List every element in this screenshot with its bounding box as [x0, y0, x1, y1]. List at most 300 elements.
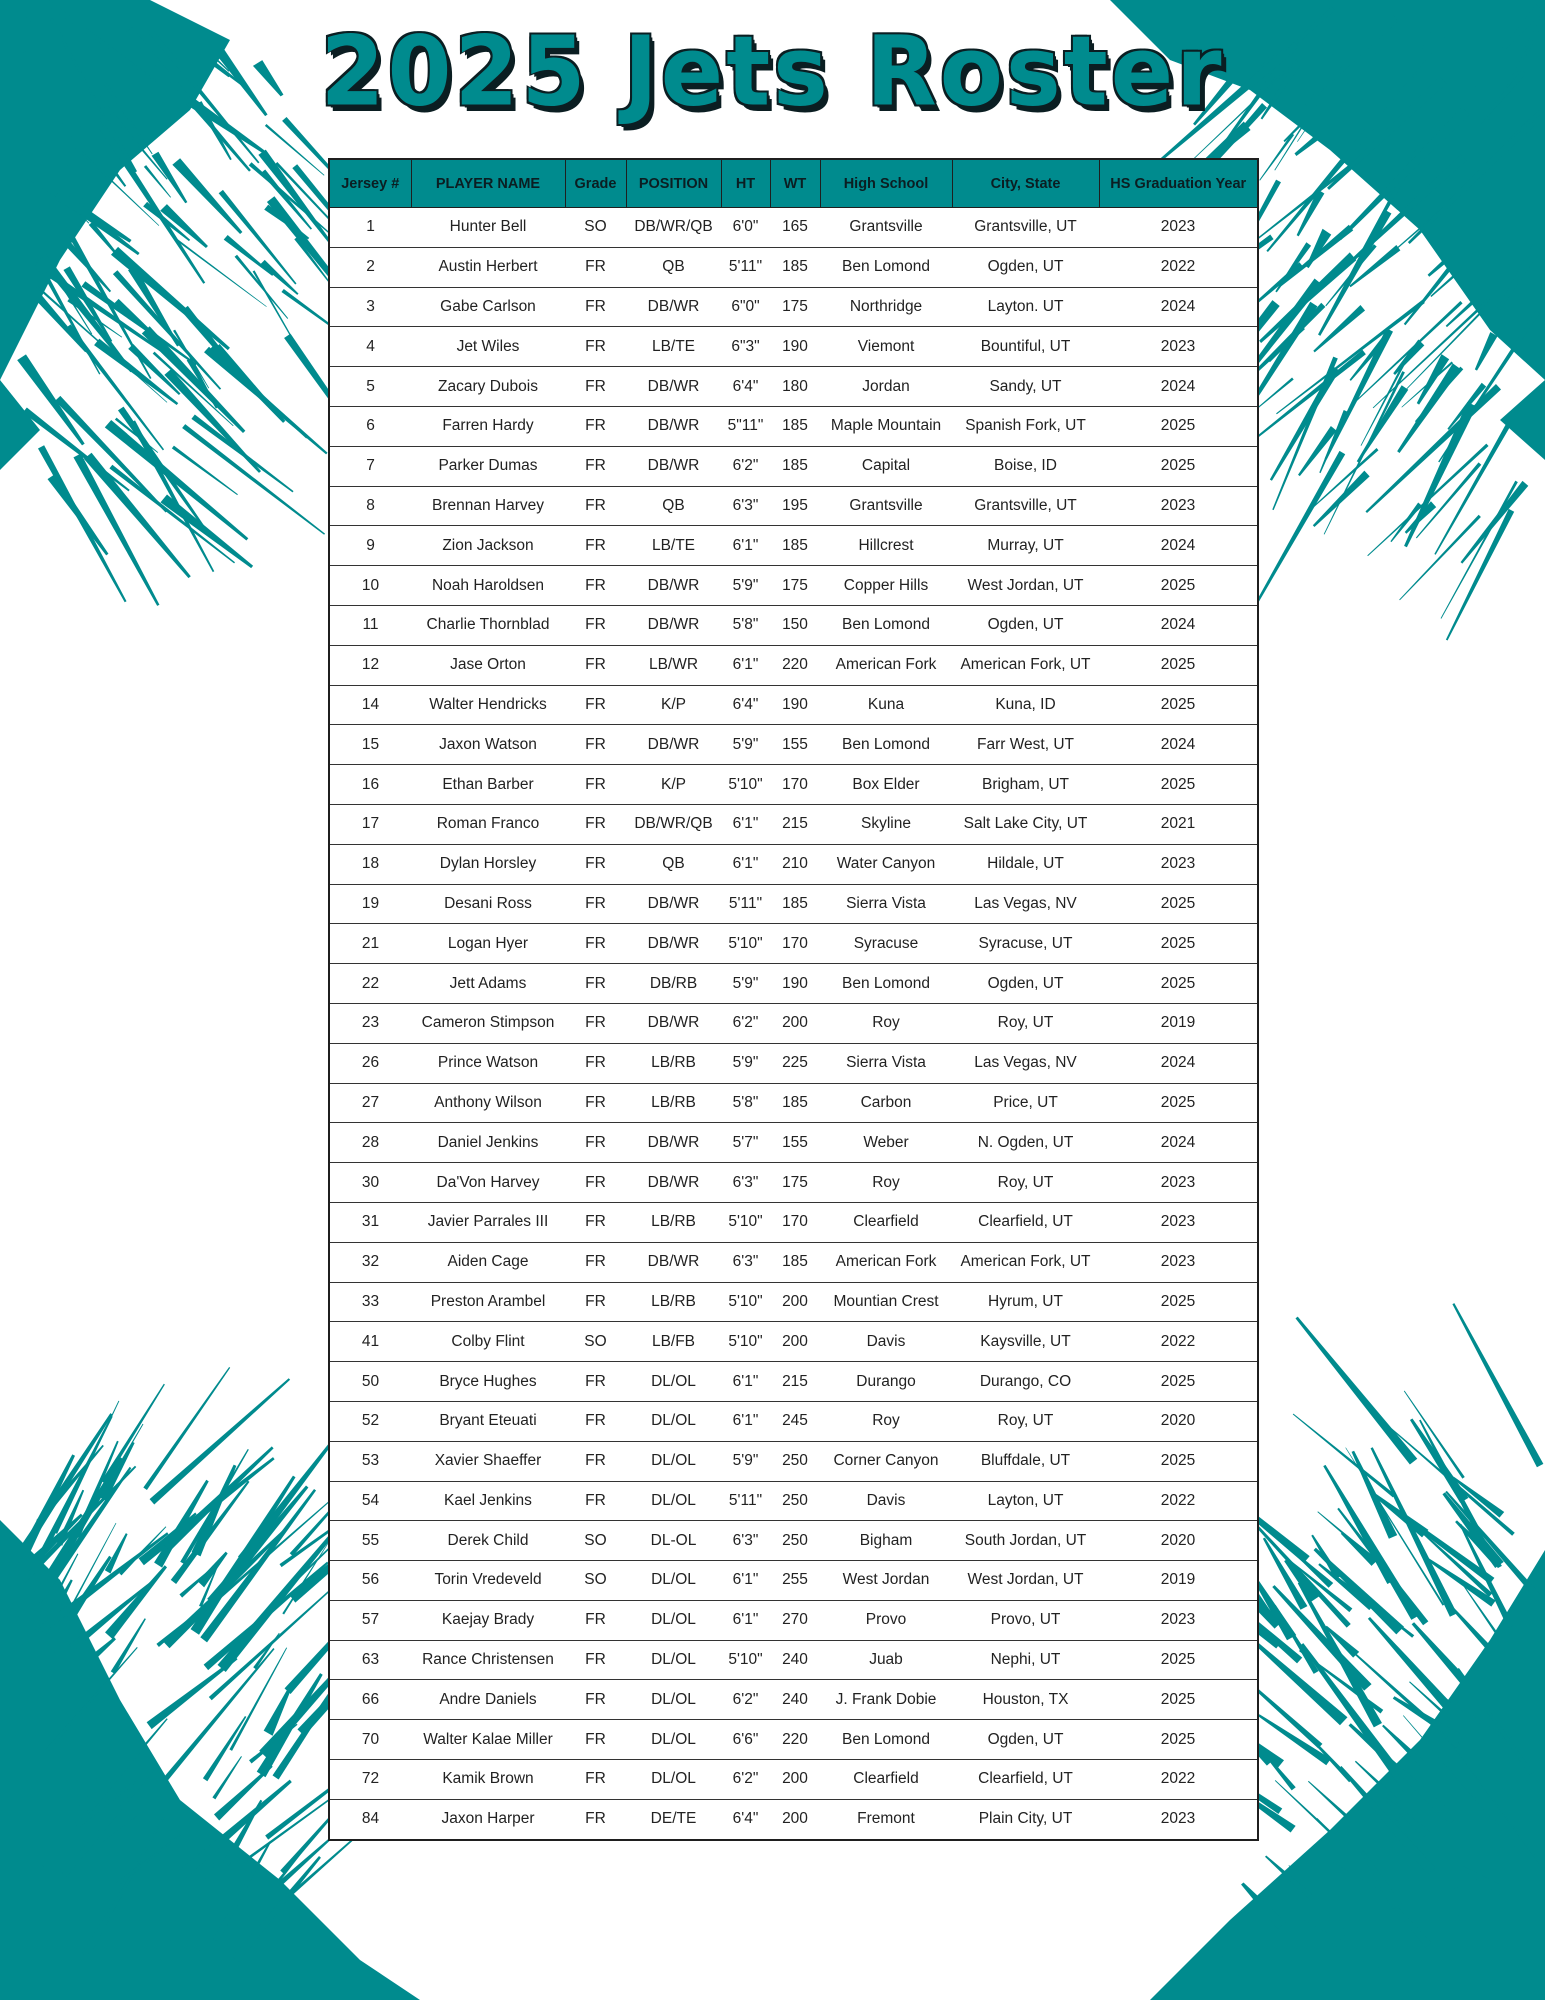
player-name-cell: Logan Hyer — [411, 924, 565, 964]
position-cell: DB/WR — [626, 1003, 721, 1043]
weight-cell: 180 — [770, 367, 820, 407]
city-state-cell: Ogden, UT — [952, 605, 1099, 645]
high-school-cell: Sierra Vista — [820, 884, 952, 924]
player-name-cell: Zion Jackson — [411, 526, 565, 566]
position-cell: LB/WR — [626, 645, 721, 685]
position-cell: DE/TE — [626, 1799, 721, 1839]
graduation-year-cell: 2023 — [1099, 1242, 1258, 1282]
position-cell: DB/RB — [626, 964, 721, 1004]
grade-cell: FR — [565, 924, 626, 964]
jersey-cell: 19 — [329, 884, 411, 924]
jersey-cell: 32 — [329, 1242, 411, 1282]
table-row — [329, 566, 1258, 606]
grade-cell: SO — [565, 1561, 626, 1601]
table-row — [329, 446, 1258, 486]
grade-cell: FR — [565, 725, 626, 765]
graduation-year-cell: 2023 — [1099, 327, 1258, 367]
city-state-cell: Spanish Fork, UT — [952, 406, 1099, 446]
position-cell: LB/TE — [626, 526, 721, 566]
grade-cell: FR — [565, 1441, 626, 1481]
grade-cell: FR — [565, 964, 626, 1004]
jersey-cell: 3 — [329, 287, 411, 327]
player-name-cell: Ethan Barber — [411, 765, 565, 805]
player-name-cell: Dylan Horsley — [411, 844, 565, 884]
player-name-cell: Gabe Carlson — [411, 287, 565, 327]
grade-cell: FR — [565, 287, 626, 327]
graduation-year-cell: 2025 — [1099, 446, 1258, 486]
high-school-cell: Mountian Crest — [820, 1282, 952, 1322]
table-row — [329, 1083, 1258, 1123]
high-school-cell: Ben Lomond — [820, 725, 952, 765]
weight-cell: 240 — [770, 1640, 820, 1680]
high-school-cell: Syracuse — [820, 924, 952, 964]
jersey-cell: 14 — [329, 685, 411, 725]
grade-cell: FR — [565, 1242, 626, 1282]
position-cell: DL/OL — [626, 1441, 721, 1481]
position-cell: DB/WR/QB — [626, 208, 721, 248]
city-state-cell: Grantsville, UT — [952, 208, 1099, 248]
table-row — [329, 1680, 1258, 1720]
grade-cell: FR — [565, 1163, 626, 1203]
city-state-cell: Ogden, UT — [952, 1720, 1099, 1760]
graduation-year-cell: 2025 — [1099, 1640, 1258, 1680]
weight-cell: 185 — [770, 406, 820, 446]
city-state-cell: South Jordan, UT — [952, 1521, 1099, 1561]
player-name-cell: Roman Franco — [411, 804, 565, 844]
high-school-cell: Sierra Vista — [820, 1043, 952, 1083]
weight-cell: 185 — [770, 247, 820, 287]
high-school-cell: Box Elder — [820, 765, 952, 805]
position-cell: DB/WR — [626, 446, 721, 486]
graduation-year-cell: 2023 — [1099, 1799, 1258, 1839]
graduation-year-cell: 2025 — [1099, 566, 1258, 606]
position-cell: DB/WR — [626, 605, 721, 645]
weight-cell: 245 — [770, 1401, 820, 1441]
city-state-cell: Murray, UT — [952, 526, 1099, 566]
high-school-cell: Provo — [820, 1600, 952, 1640]
grade-cell: FR — [565, 1680, 626, 1720]
height-cell: 6'1" — [721, 1401, 770, 1441]
weight-cell: 250 — [770, 1441, 820, 1481]
player-name-cell: Kamik Brown — [411, 1760, 565, 1800]
table-row — [329, 844, 1258, 884]
jersey-cell: 27 — [329, 1083, 411, 1123]
graduation-year-cell: 2023 — [1099, 208, 1258, 248]
graduation-year-cell: 2025 — [1099, 1282, 1258, 1322]
position-cell: QB — [626, 486, 721, 526]
grade-cell: FR — [565, 605, 626, 645]
high-school-cell: Ben Lomond — [820, 605, 952, 645]
table-row — [329, 924, 1258, 964]
high-school-cell: Capital — [820, 446, 952, 486]
position-cell: K/P — [626, 765, 721, 805]
position-cell: DL/OL — [626, 1760, 721, 1800]
graduation-year-cell: 2022 — [1099, 1760, 1258, 1800]
column-header-weight: WT — [770, 159, 820, 208]
weight-cell: 225 — [770, 1043, 820, 1083]
height-cell: 6'1" — [721, 1561, 770, 1601]
jersey-cell: 26 — [329, 1043, 411, 1083]
player-name-cell: Hunter Bell — [411, 208, 565, 248]
grade-cell: FR — [565, 526, 626, 566]
table-row — [329, 1163, 1258, 1203]
table-row — [329, 406, 1258, 446]
position-cell: DB/WR — [626, 287, 721, 327]
grade-cell: FR — [565, 884, 626, 924]
city-state-cell: Las Vegas, NV — [952, 884, 1099, 924]
jersey-cell: 2 — [329, 247, 411, 287]
position-cell: LB/TE — [626, 327, 721, 367]
city-state-cell: Clearfield, UT — [952, 1202, 1099, 1242]
weight-cell: 170 — [770, 924, 820, 964]
grade-cell: FR — [565, 1481, 626, 1521]
player-name-cell: Rance Christensen — [411, 1640, 565, 1680]
player-name-cell: Parker Dumas — [411, 446, 565, 486]
position-cell: DL/OL — [626, 1720, 721, 1760]
table-row — [329, 526, 1258, 566]
weight-cell: 200 — [770, 1003, 820, 1043]
player-name-cell: Kael Jenkins — [411, 1481, 565, 1521]
graduation-year-cell: 2023 — [1099, 486, 1258, 526]
table-row — [329, 1600, 1258, 1640]
player-name-cell: Xavier Shaeffer — [411, 1441, 565, 1481]
graduation-year-cell: 2021 — [1099, 804, 1258, 844]
weight-cell: 155 — [770, 725, 820, 765]
grade-cell: FR — [565, 645, 626, 685]
jersey-cell: 4 — [329, 327, 411, 367]
weight-cell: 240 — [770, 1680, 820, 1720]
city-state-cell: Nephi, UT — [952, 1640, 1099, 1680]
position-cell: DL/OL — [626, 1362, 721, 1402]
height-cell: 6'3" — [721, 486, 770, 526]
column-header-grade: Grade — [565, 159, 626, 208]
weight-cell: 210 — [770, 844, 820, 884]
weight-cell: 255 — [770, 1561, 820, 1601]
player-name-cell: Daniel Jenkins — [411, 1123, 565, 1163]
grade-cell: FR — [565, 1640, 626, 1680]
high-school-cell: Viemont — [820, 327, 952, 367]
city-state-cell: Clearfield, UT — [952, 1760, 1099, 1800]
height-cell: 6'1" — [721, 844, 770, 884]
city-state-cell: Boise, ID — [952, 446, 1099, 486]
position-cell: DB/WR — [626, 1123, 721, 1163]
height-cell: 6'2" — [721, 1003, 770, 1043]
high-school-cell: Grantsville — [820, 208, 952, 248]
height-cell: 6'1" — [721, 1362, 770, 1402]
header-row — [329, 159, 1258, 208]
height-cell: 6'2" — [721, 1760, 770, 1800]
grade-cell: FR — [565, 685, 626, 725]
table-row — [329, 1561, 1258, 1601]
grade-cell: FR — [565, 327, 626, 367]
high-school-cell: Clearfield — [820, 1202, 952, 1242]
jersey-cell: 84 — [329, 1799, 411, 1839]
high-school-cell: Roy — [820, 1401, 952, 1441]
height-cell: 6'4" — [721, 1799, 770, 1839]
weight-cell: 190 — [770, 964, 820, 1004]
player-name-cell: Aiden Cage — [411, 1242, 565, 1282]
weight-cell: 215 — [770, 804, 820, 844]
city-state-cell: Bluffdale, UT — [952, 1441, 1099, 1481]
player-name-cell: Charlie Thornblad — [411, 605, 565, 645]
graduation-year-cell: 2025 — [1099, 765, 1258, 805]
position-cell: QB — [626, 844, 721, 884]
position-cell: LB/RB — [626, 1083, 721, 1123]
grade-cell: SO — [565, 208, 626, 248]
city-state-cell: Price, UT — [952, 1083, 1099, 1123]
position-cell: LB/RB — [626, 1202, 721, 1242]
height-cell: 6'3" — [721, 1242, 770, 1282]
grade-cell: SO — [565, 1521, 626, 1561]
weight-cell: 200 — [770, 1799, 820, 1839]
city-state-cell: Plain City, UT — [952, 1799, 1099, 1839]
position-cell: QB — [626, 247, 721, 287]
jersey-cell: 12 — [329, 645, 411, 685]
height-cell: 6'2" — [721, 446, 770, 486]
player-name-cell: Kaejay Brady — [411, 1600, 565, 1640]
table-row — [329, 1202, 1258, 1242]
city-state-cell: West Jordan, UT — [952, 566, 1099, 606]
city-state-cell: Farr West, UT — [952, 725, 1099, 765]
table-row — [329, 287, 1258, 327]
player-name-cell: Cameron Stimpson — [411, 1003, 565, 1043]
grade-cell: FR — [565, 247, 626, 287]
grade-cell: FR — [565, 1600, 626, 1640]
table-row — [329, 765, 1258, 805]
graduation-year-cell: 2024 — [1099, 526, 1258, 566]
weight-cell: 185 — [770, 1083, 820, 1123]
high-school-cell: Grantsville — [820, 486, 952, 526]
player-name-cell: Jase Orton — [411, 645, 565, 685]
jersey-cell: 17 — [329, 804, 411, 844]
graduation-year-cell: 2025 — [1099, 406, 1258, 446]
graduation-year-cell: 2025 — [1099, 1441, 1258, 1481]
column-header-player-name: PLAYER NAME — [411, 159, 565, 208]
graduation-year-cell: 2022 — [1099, 1481, 1258, 1521]
height-cell: 5'9" — [721, 1043, 770, 1083]
table-row — [329, 1282, 1258, 1322]
jersey-cell: 52 — [329, 1401, 411, 1441]
player-name-cell: Austin Herbert — [411, 247, 565, 287]
jersey-cell: 72 — [329, 1760, 411, 1800]
high-school-cell: Maple Mountain — [820, 406, 952, 446]
grade-cell: FR — [565, 1003, 626, 1043]
player-name-cell: Brennan Harvey — [411, 486, 565, 526]
graduation-year-cell: 2024 — [1099, 1043, 1258, 1083]
position-cell: DL-OL — [626, 1521, 721, 1561]
city-state-cell: American Fork, UT — [952, 645, 1099, 685]
jersey-cell: 28 — [329, 1123, 411, 1163]
high-school-cell: Durango — [820, 1362, 952, 1402]
table-row — [329, 367, 1258, 407]
height-cell: 5'10" — [721, 765, 770, 805]
jersey-cell: 30 — [329, 1163, 411, 1203]
height-cell: 6"3" — [721, 327, 770, 367]
table-row — [329, 804, 1258, 844]
position-cell: DB/WR — [626, 924, 721, 964]
table-row — [329, 645, 1258, 685]
weight-cell: 250 — [770, 1521, 820, 1561]
player-name-cell: Jett Adams — [411, 964, 565, 1004]
page-title: 2025 Jets Roster — [320, 15, 1225, 128]
height-cell: 5'9" — [721, 964, 770, 1004]
table-row — [329, 486, 1258, 526]
graduation-year-cell: 2019 — [1099, 1003, 1258, 1043]
grade-cell: FR — [565, 1401, 626, 1441]
weight-cell: 200 — [770, 1760, 820, 1800]
high-school-cell: Ben Lomond — [820, 964, 952, 1004]
weight-cell: 250 — [770, 1481, 820, 1521]
position-cell: K/P — [626, 685, 721, 725]
player-name-cell: Noah Haroldsen — [411, 566, 565, 606]
high-school-cell: Davis — [820, 1322, 952, 1362]
weight-cell: 185 — [770, 884, 820, 924]
graduation-year-cell: 2025 — [1099, 1720, 1258, 1760]
height-cell: 5'11" — [721, 1481, 770, 1521]
weight-cell: 270 — [770, 1600, 820, 1640]
table-row — [329, 1362, 1258, 1402]
position-cell: DL/OL — [626, 1680, 721, 1720]
graduation-year-cell: 2022 — [1099, 247, 1258, 287]
weight-cell: 175 — [770, 1163, 820, 1203]
jersey-cell: 11 — [329, 605, 411, 645]
table-row — [329, 208, 1258, 248]
height-cell: 5'9" — [721, 566, 770, 606]
city-state-cell: Kaysville, UT — [952, 1322, 1099, 1362]
graduation-year-cell: 2022 — [1099, 1322, 1258, 1362]
graduation-year-cell: 2023 — [1099, 1600, 1258, 1640]
column-header-city-state: City, State — [952, 159, 1099, 208]
jersey-cell: 33 — [329, 1282, 411, 1322]
player-name-cell: Jaxon Watson — [411, 725, 565, 765]
height-cell: 6'0" — [721, 208, 770, 248]
weight-cell: 175 — [770, 287, 820, 327]
table-row — [329, 1123, 1258, 1163]
grade-cell: FR — [565, 1720, 626, 1760]
grade-cell: FR — [565, 1043, 626, 1083]
weight-cell: 185 — [770, 526, 820, 566]
position-cell: LB/FB — [626, 1322, 721, 1362]
grade-cell: FR — [565, 765, 626, 805]
high-school-cell: Kuna — [820, 685, 952, 725]
graduation-year-cell: 2023 — [1099, 1202, 1258, 1242]
height-cell: 5'8" — [721, 605, 770, 645]
grade-cell: FR — [565, 1123, 626, 1163]
table-row — [329, 1322, 1258, 1362]
city-state-cell: Hildale, UT — [952, 844, 1099, 884]
table-row — [329, 964, 1258, 1004]
weight-cell: 200 — [770, 1282, 820, 1322]
city-state-cell: Layton, UT — [952, 1481, 1099, 1521]
city-state-cell: Grantsville, UT — [952, 486, 1099, 526]
position-cell: DL/OL — [626, 1640, 721, 1680]
city-state-cell: N. Ogden, UT — [952, 1123, 1099, 1163]
roster-table — [328, 158, 1259, 1841]
weight-cell: 185 — [770, 446, 820, 486]
height-cell: 5'11" — [721, 247, 770, 287]
weight-cell: 170 — [770, 1202, 820, 1242]
high-school-cell: Water Canyon — [820, 844, 952, 884]
graduation-year-cell: 2025 — [1099, 884, 1258, 924]
high-school-cell: Carbon — [820, 1083, 952, 1123]
roster-table-body — [329, 208, 1258, 1840]
player-name-cell: Javier Parrales III — [411, 1202, 565, 1242]
table-row — [329, 1799, 1258, 1839]
column-header-position: POSITION — [626, 159, 721, 208]
weight-cell: 220 — [770, 1720, 820, 1760]
jersey-cell: 16 — [329, 765, 411, 805]
grade-cell: FR — [565, 804, 626, 844]
player-name-cell: Prince Watson — [411, 1043, 565, 1083]
jersey-cell: 54 — [329, 1481, 411, 1521]
city-state-cell: Houston, TX — [952, 1680, 1099, 1720]
player-name-cell: Desani Ross — [411, 884, 565, 924]
grade-cell: FR — [565, 1362, 626, 1402]
high-school-cell: Corner Canyon — [820, 1441, 952, 1481]
high-school-cell: Fremont — [820, 1799, 952, 1839]
grade-cell: FR — [565, 406, 626, 446]
position-cell: DB/WR — [626, 566, 721, 606]
position-cell: DL/OL — [626, 1401, 721, 1441]
grade-cell: FR — [565, 486, 626, 526]
weight-cell: 195 — [770, 486, 820, 526]
height-cell: 6'2" — [721, 1680, 770, 1720]
graduation-year-cell: 2020 — [1099, 1401, 1258, 1441]
jersey-cell: 5 — [329, 367, 411, 407]
high-school-cell: Northridge — [820, 287, 952, 327]
high-school-cell: Bigham — [820, 1521, 952, 1561]
column-header-high-school: High School — [820, 159, 952, 208]
player-name-cell: Torin Vredeveld — [411, 1561, 565, 1601]
height-cell: 6"0" — [721, 287, 770, 327]
height-cell: 6'3" — [721, 1163, 770, 1203]
graduation-year-cell: 2020 — [1099, 1521, 1258, 1561]
high-school-cell: Roy — [820, 1163, 952, 1203]
position-cell: DB/WR/QB — [626, 804, 721, 844]
grade-cell: FR — [565, 1083, 626, 1123]
height-cell: 6'4" — [721, 367, 770, 407]
city-state-cell: Ogden, UT — [952, 247, 1099, 287]
table-row — [329, 1760, 1258, 1800]
height-cell: 5'9" — [721, 1441, 770, 1481]
high-school-cell: Skyline — [820, 804, 952, 844]
column-header-graduation-year: HS Graduation Year — [1099, 159, 1258, 208]
player-name-cell: Jaxon Harper — [411, 1799, 565, 1839]
weight-cell: 215 — [770, 1362, 820, 1402]
table-row — [329, 1043, 1258, 1083]
city-state-cell: Brigham, UT — [952, 765, 1099, 805]
city-state-cell: Roy, UT — [952, 1163, 1099, 1203]
table-row — [329, 327, 1258, 367]
high-school-cell: Copper Hills — [820, 566, 952, 606]
height-cell: 5'10" — [721, 1640, 770, 1680]
weight-cell: 155 — [770, 1123, 820, 1163]
grade-cell: FR — [565, 367, 626, 407]
graduation-year-cell: 2024 — [1099, 367, 1258, 407]
height-cell: 6'1" — [721, 804, 770, 844]
height-cell: 6'1" — [721, 526, 770, 566]
high-school-cell: Davis — [820, 1481, 952, 1521]
city-state-cell: Syracuse, UT — [952, 924, 1099, 964]
position-cell: DB/WR — [626, 406, 721, 446]
high-school-cell: Clearfield — [820, 1760, 952, 1800]
position-cell: DL/OL — [626, 1481, 721, 1521]
high-school-cell: West Jordan — [820, 1561, 952, 1601]
position-cell: LB/RB — [626, 1282, 721, 1322]
table-row — [329, 1401, 1258, 1441]
high-school-cell: Jordan — [820, 367, 952, 407]
graduation-year-cell: 2025 — [1099, 645, 1258, 685]
